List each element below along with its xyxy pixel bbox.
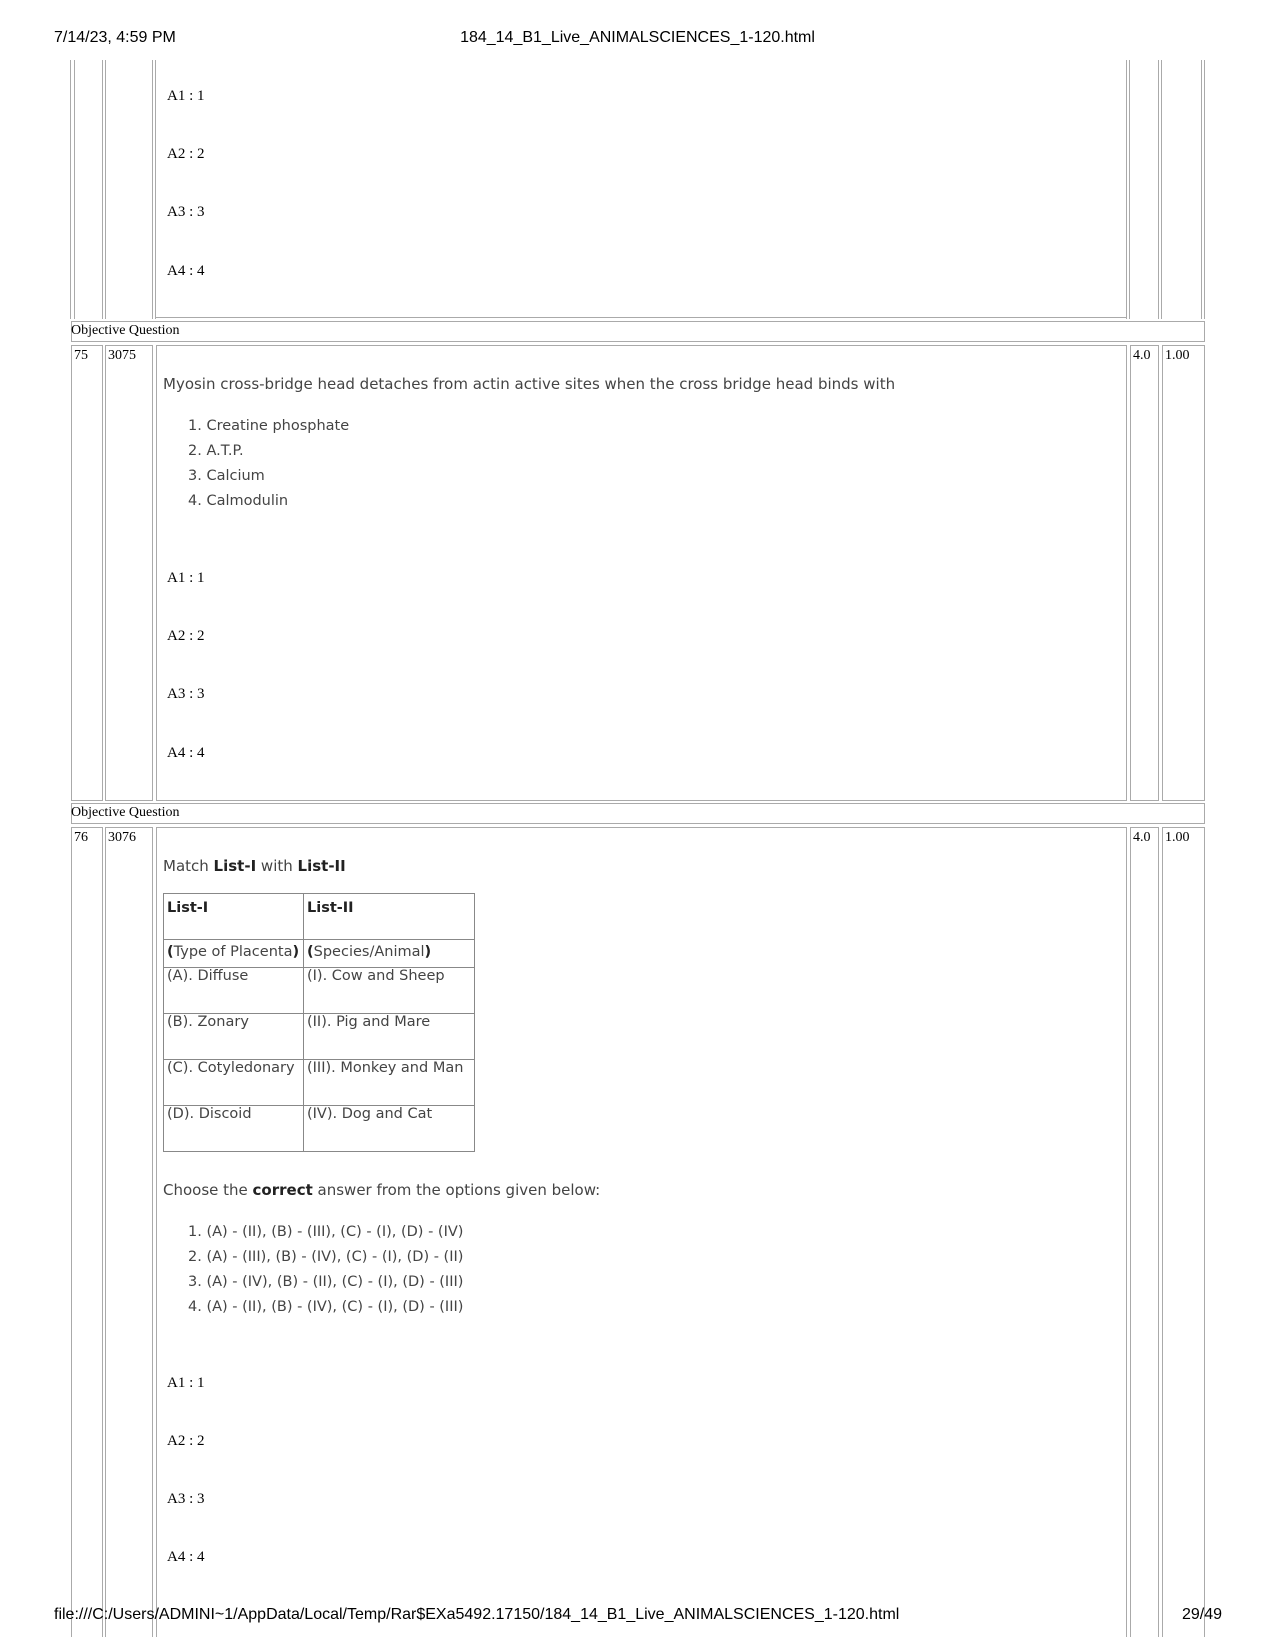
- question-number-cell: [71, 345, 103, 801]
- question-number: 76: [74, 830, 88, 845]
- answer-option: A3 : 3: [167, 1491, 205, 1507]
- table-border: [152, 60, 153, 319]
- table-border: [1201, 60, 1202, 319]
- table-header-row: [164, 894, 475, 940]
- answer-option: A4 : 4: [167, 745, 205, 761]
- answer-option: A3 : 3: [167, 686, 205, 702]
- print-datetime: 7/14/23, 4:59 PM: [54, 29, 176, 46]
- option-item: 2. A.T.P.: [188, 443, 244, 459]
- option-item: 3. (A) - (IV), (B) - (II), (C) - (I), (D) - (III): [188, 1274, 464, 1290]
- table-border: [1161, 60, 1162, 319]
- table-border: [1204, 60, 1205, 319]
- section-label-row: [71, 803, 1205, 824]
- option-item: 2. (A) - (III), (B) - (IV), (C) - (I), (D) - (II): [188, 1249, 464, 1265]
- answer-option: A4 : 4: [167, 263, 205, 279]
- table-border: [155, 60, 156, 319]
- table-cell: (Type of Placenta): [164, 940, 304, 968]
- option-item: 1. (A) - (II), (B) - (III), (C) - (I), (D) - (IV): [188, 1224, 464, 1240]
- print-file-path: file:///C:/Users/ADMINI~1/AppData/Local/Temp/Rar$EXa5492.17150/184_14_B1_Live_ANIMALSCIENCES_1-120.html: [54, 1606, 900, 1623]
- table-cell: (III). Monkey and Man: [304, 1060, 475, 1106]
- question-id: 3075: [108, 348, 136, 363]
- option-item: 1. Creatine phosphate: [188, 418, 350, 434]
- print-title: 184_14_B1_Live_ANIMALSCIENCES_1-120.html: [460, 29, 815, 46]
- table-cell: (IV). Dog and Cat: [304, 1106, 475, 1152]
- table-border: [1129, 60, 1130, 319]
- answer-option: A2 : 2: [167, 146, 205, 162]
- question-id-cell: [105, 345, 153, 801]
- table-cell: (II). Pig and Mare: [304, 1014, 475, 1060]
- table-border: [74, 60, 75, 319]
- table-row: [164, 940, 475, 968]
- option-item: 4. Calmodulin: [188, 493, 289, 509]
- question-text: Match List-I with List-II: [163, 857, 346, 875]
- table-border: [102, 60, 103, 319]
- marks-cell: [1130, 827, 1159, 1637]
- table-border: [70, 60, 71, 319]
- table-cell: (I). Cow and Sheep: [304, 968, 475, 1014]
- negative-marks-cell: [1162, 345, 1205, 801]
- question-number: 75: [74, 348, 88, 363]
- question-negative-marks: 1.00: [1165, 348, 1190, 363]
- answer-option: A2 : 2: [167, 628, 205, 644]
- marks-cell: [1130, 345, 1159, 801]
- option-list: [188, 1220, 463, 1320]
- table-row: [164, 968, 475, 1014]
- question-marks: 4.0: [1133, 830, 1151, 845]
- question-id-cell: [105, 827, 153, 1637]
- answer-option: A3 : 3: [167, 204, 205, 220]
- table-border: [1158, 60, 1159, 319]
- question-id: 3076: [108, 830, 136, 845]
- question-number-cell: [71, 827, 103, 1637]
- section-label: Objective Question: [71, 805, 180, 820]
- table-cell: (B). Zonary: [164, 1014, 304, 1060]
- table-border: [105, 60, 106, 319]
- table-cell: (C). Cotyledonary: [164, 1060, 304, 1106]
- table-row: [164, 1060, 475, 1106]
- table-row: [164, 1014, 475, 1060]
- table-border: [1126, 60, 1127, 319]
- table-cell: (D). Discoid: [164, 1106, 304, 1152]
- question-negative-marks: 1.00: [1165, 830, 1190, 845]
- choose-instruction: Choose the correct answer from the options given below:: [163, 1181, 601, 1199]
- answer-option: A1 : 1: [167, 88, 205, 104]
- print-page-number: 29/49: [1181, 1606, 1222, 1623]
- table-cell: (A). Diffuse: [164, 968, 304, 1014]
- answer-option: A1 : 1: [167, 1375, 205, 1391]
- answer-option: A2 : 2: [167, 1433, 205, 1449]
- answer-option: A1 : 1: [167, 570, 205, 586]
- question-marks: 4.0: [1133, 348, 1151, 363]
- option-list: [188, 414, 349, 514]
- match-table: [163, 893, 475, 1152]
- table-cell: List-I: [164, 894, 304, 940]
- question-text: Myosin cross-bridge head detaches from actin active sites when the cross bridge head binds with: [163, 375, 896, 393]
- answer-option: A4 : 4: [167, 1549, 205, 1565]
- table-border: [155, 317, 1127, 318]
- section-label-row: [71, 321, 1205, 342]
- table-cell: (Species/Animal): [304, 940, 475, 968]
- table-cell: List-II: [304, 894, 475, 940]
- section-label: Objective Question: [71, 323, 180, 338]
- option-item: 3. Calcium: [188, 468, 265, 484]
- negative-marks-cell: [1162, 827, 1205, 1637]
- option-item: 4. (A) - (II), (B) - (IV), (C) - (I), (D) - (III): [188, 1299, 464, 1315]
- table-row: [164, 1106, 475, 1152]
